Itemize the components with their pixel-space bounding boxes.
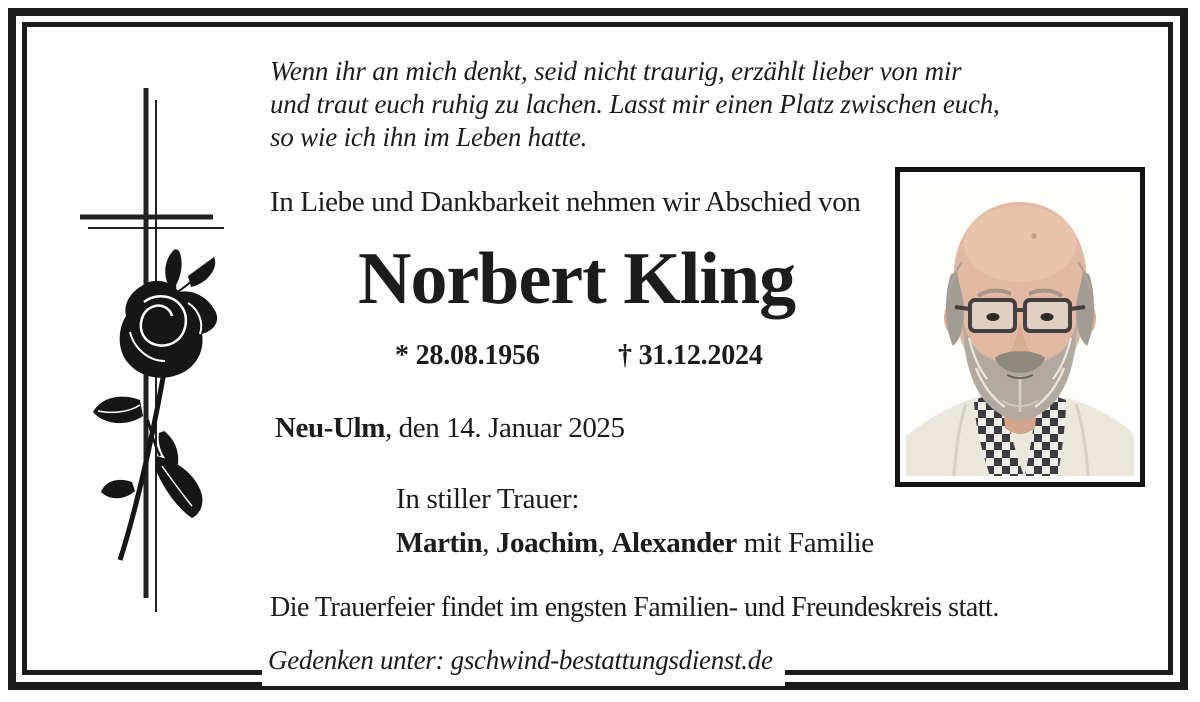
farewell-intro: In Liebe und Dankbarkeit nehmen wir Abschied von [270,186,861,218]
quote-line: so wie ich ihn im Leben hatte. [270,122,588,152]
mourning-label: In stiller Trauer: [396,483,580,515]
quote-line: und traut euch ruhig zu lachen. Lasst mir einen Platz zwischen euch, [270,89,1000,119]
mourners-line: Martin, Joachim, Alexander mit Familie [396,527,874,559]
memorial-website-note: Gedenken unter: gschwind-bestattungsdienst.de [262,645,785,686]
funeral-note: Die Trauerfeier findet im engsten Familien- und Freundeskreis statt. [270,592,999,623]
mourners-suffix: mit Familie [736,527,874,559]
death-cross-symbol: † [618,340,632,371]
birth-date [395,340,540,372]
place-date-line [275,412,625,445]
deceased-name: Norbert Kling [358,238,796,320]
place-name: Neu-Ulm [275,412,385,444]
memorial-quote [270,55,1000,154]
mourner-name: Joachim [495,527,598,559]
mourner-name: Alexander [611,527,737,559]
quote-line: Wenn ihr an mich denkt, seid nicht traurig, erzählt lieber von mir [270,56,962,86]
mourner-name: Martin [396,527,483,559]
portrait-image [906,178,1134,476]
cross-rose-illustration [60,80,260,625]
death-date [618,340,763,372]
portrait-photo [895,167,1145,487]
birth-symbol: * [395,340,409,371]
date-line-rest: , den 14. Januar 2025 [384,412,625,444]
birth-date-value: 28.08.1956 [415,340,540,371]
death-date-value: 31.12.2024 [638,340,763,371]
